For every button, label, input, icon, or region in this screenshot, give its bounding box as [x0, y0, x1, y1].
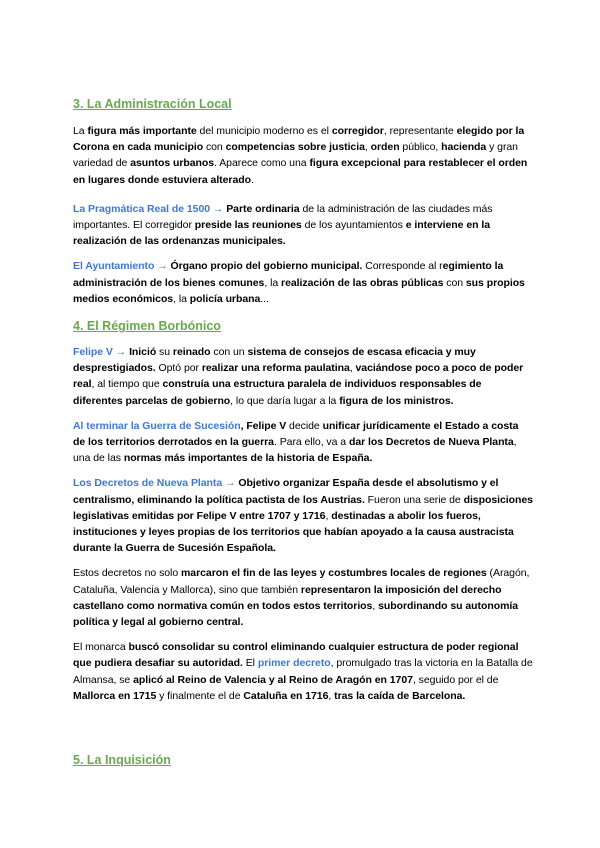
bold-text-run: competencias sobre justicia: [225, 141, 365, 154]
bold-text-run: , Felipe V: [240, 419, 287, 432]
text-run: ,: [349, 362, 356, 375]
highlighted-term: primer decreto: [257, 657, 331, 670]
bold-text-run: normas más importantes de la historia de España.: [123, 452, 373, 465]
text-run: , una de las: [73, 436, 517, 465]
text-run: Corresponde al r: [362, 260, 443, 273]
text-run: de los ayuntamientos: [301, 219, 406, 232]
text-run: con: [203, 141, 226, 154]
text-run: ...: [260, 292, 269, 305]
text-run: La: [73, 125, 88, 137]
bold-text-run: orden: [370, 141, 400, 154]
bold-text-run: destinadas a abolir los fueros, instituciones y leyes propias de los territorios que habían apoyado a la causa austracista durante la Guerra de Sucesión Española.: [73, 509, 514, 555]
bold-text-run: elegido por la Corona en cada municipio: [73, 125, 525, 154]
paragraph-ayuntamiento: [73, 258, 533, 307]
bold-text-run: sus propios medios económicos: [73, 276, 525, 305]
paragraph-felipe-v: [73, 344, 533, 409]
bold-text-run: realización de las obras públicas: [281, 276, 444, 289]
bold-text-run: policía urbana: [189, 292, 261, 305]
bold-text-run: realizar una reforma paulatina: [201, 362, 350, 375]
bold-text-run: figura más importante: [87, 125, 197, 137]
text-run: Fueron una serie de: [364, 493, 464, 506]
text-run: , promulgado tras la victoria en la Batalla de Almansa, se: [73, 657, 533, 686]
bold-text-run: vaciándose poco a poco de poder real: [73, 362, 524, 391]
bold-text-run: reinado: [172, 346, 211, 359]
paragraph-guerra-sucesion: [73, 418, 533, 467]
text-run: , lo que daría lugar a la: [230, 394, 340, 407]
highlighted-term: Felipe V →: [73, 346, 127, 359]
paragraph-corregidor: [73, 123, 533, 188]
paragraph-decretos-nueva-planta: [73, 475, 533, 556]
section-heading-inquisicion: 5. La Inquisición: [73, 753, 171, 767]
text-run: , la: [264, 276, 282, 289]
text-run: con: [443, 276, 466, 289]
text-run: ,: [364, 141, 371, 154]
text-run: ,: [325, 509, 332, 522]
text-run: ,: [372, 599, 379, 612]
bold-text-run: Objetivo organizar España desde el absolutismo y el centralismo, eliminando la política pactista de los Austrias.: [73, 477, 499, 506]
bold-text-run: unificar jurídicamente el Estado a costa de los territorios derrotados en la guerra: [73, 419, 519, 449]
section-heading-regimen-borbonico: 4. El Régimen Borbónico: [73, 319, 221, 334]
bold-text-run: dar los Decretos de Nueva Planta: [348, 436, 514, 449]
text-run: Optó por: [155, 362, 202, 375]
bold-text-run: figura de los ministros.: [339, 394, 454, 407]
bold-text-run: disposiciones legislativas emitidas por Felipe V entre 1707 y 1716: [73, 493, 533, 522]
text-run: Estos decretos no solo: [73, 567, 181, 580]
paragraph-estos-decretos: [73, 565, 533, 630]
text-run: decide: [286, 419, 323, 432]
bold-text-run: aplicó al Reino de Valencia y al Reino de Aragón en 1707: [133, 673, 413, 686]
bold-text-run: tras la caída de Barcelona.: [334, 689, 466, 702]
bold-text-run: preside las reuniones: [194, 219, 302, 232]
highlighted-term: Al terminar la Guerra de Sucesión: [73, 419, 241, 432]
bold-text-run: buscó consolidar su control eliminando cualquier estructura de poder regional que pudiera desafiar su autoridad.: [73, 641, 519, 670]
bold-text-run: Órgano propio del gobierno municipal.: [170, 260, 363, 273]
bold-text-run: construía una estructura paralela de individuos responsables de diferentes parcelas de gobierno: [73, 378, 482, 407]
bold-text-run: asuntos urbanos: [130, 157, 215, 170]
text-run: de la administración de las ciudades más importantes. El corregidor: [73, 202, 493, 232]
bold-text-run: figura excepcional para restablecer el orden en lugares donde estuviera alterado: [73, 157, 528, 186]
paragraph-pragmatica-real: [73, 201, 533, 250]
bold-text-run: Inició: [129, 346, 157, 359]
bold-text-run: Cataluña en 1716: [243, 689, 329, 702]
section-heading-administracion-local: 3. La Administración Local: [73, 97, 232, 111]
text-run: y gran variedad de: [73, 141, 518, 170]
text-run: , la: [173, 292, 190, 305]
text-run: .: [250, 173, 254, 186]
bold-text-run: egimiento la administración de los bienes comunes: [73, 260, 504, 289]
text-run: del municipio moderno es el: [196, 125, 332, 137]
text-run: . Aparece como una: [214, 157, 310, 170]
bold-text-run: corregidor: [331, 125, 384, 137]
bold-text-run: representaron la imposición del derecho castellano como normativa común en todos estos territorios: [73, 583, 502, 612]
bold-text-run: subordinando su autonomía política y legal al gobierno central.: [73, 599, 519, 629]
text-run: . Para ello, va a: [273, 436, 349, 449]
bold-text-run: sistema de consejos de escasa eficacia y muy desprestigiados.: [73, 346, 476, 375]
text-run: su: [156, 346, 173, 359]
text-run: , seguido por el de: [412, 673, 499, 686]
text-run: con un: [210, 346, 248, 359]
bold-text-run: e interviene en la realización de las ordenanzas municipales.: [73, 219, 490, 248]
text-run: público,: [399, 141, 442, 154]
bold-text-run: hacienda: [441, 141, 487, 154]
text-run: , al tiempo que: [91, 378, 163, 391]
highlighted-term: El Ayuntamiento →: [73, 260, 168, 273]
bold-text-run: Parte ordinaria: [226, 202, 300, 215]
text-run: , representante: [383, 125, 457, 137]
text-run: y finalmente el de: [156, 689, 244, 702]
highlighted-term: La Pragmática Real de 1500 →: [73, 202, 224, 215]
paragraph-el-monarca: [73, 639, 533, 704]
bold-text-run: Mallorca en 1715: [73, 689, 157, 702]
text-run: ,: [328, 689, 335, 702]
text-run: (Aragón, Cataluña, Valencia y Mallorca), sino que también: [73, 567, 530, 596]
text-run: El: [242, 657, 258, 670]
highlighted-term: Los Decretos de Nueva Planta →: [73, 477, 236, 490]
bold-text-run: marcaron el fin de las leyes y costumbres locales de regiones: [181, 567, 487, 580]
document-content: [73, 96, 533, 704]
text-run: El monarca: [73, 641, 129, 654]
